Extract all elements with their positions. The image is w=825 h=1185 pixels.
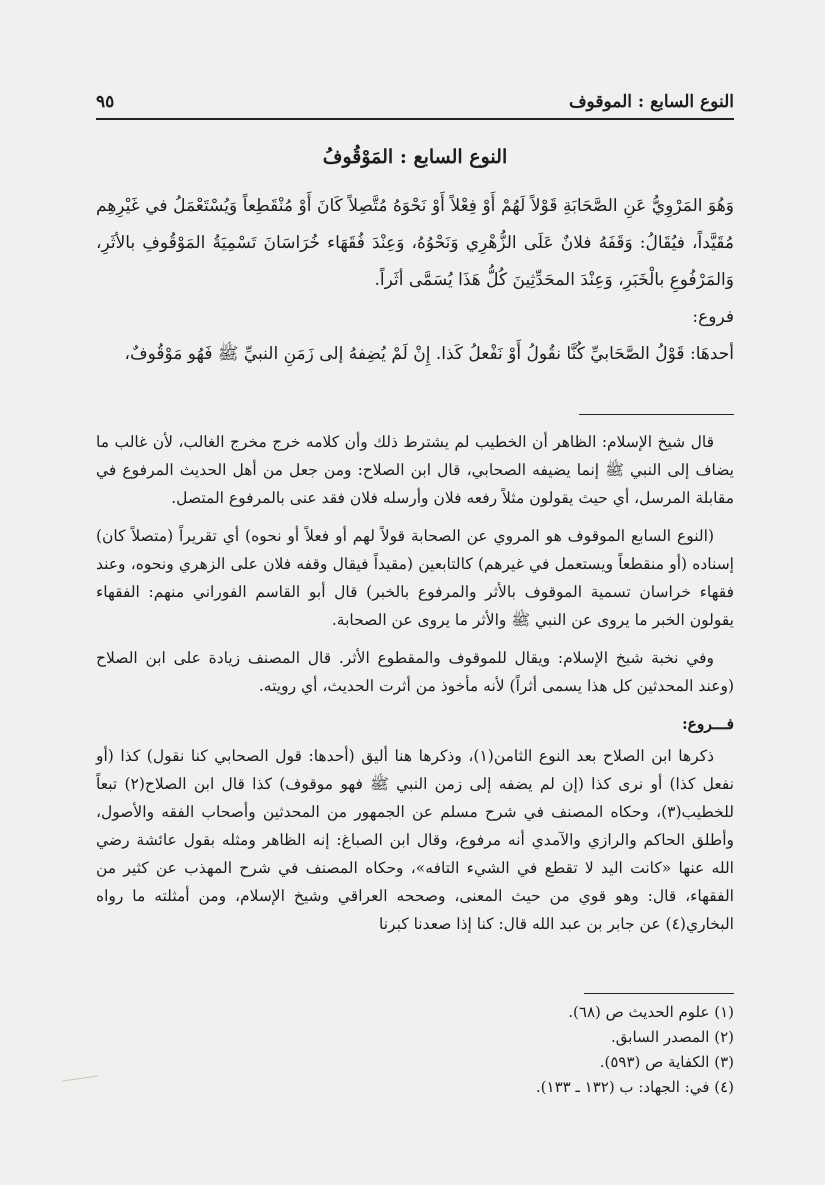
- commentary-paragraph: (النوع السابع الموقوف هو المروي عن الصحابة قولاً لهم أو فعلاً أو نحوه) أي تقريراً (متصلاً كان) إسناده (أو منقطعاً ويستعمل في غيرهم) كالتابعين (مقيداً فيقال وقفه فلان على الزهري ونحوه، وعند فقهاء خراسان تسمية الموقوف بالأثر والمرفوع بالخبر) قال أبو القاسم الفوراني منهم: الفقهاء يقولون الخبر ما يروى عن النبي ﷺ والأثر ما يروى عن الصحابة.: [96, 527, 734, 629]
- page-number: ٩٥: [96, 92, 115, 112]
- commentary: [96, 428, 734, 938]
- main-paragraph: وَهُوَ المَرْوِيُّ عَنِ الصَّحَابَةِ قَوْلاً لَهُمْ أَوْ فِعْلاً أَوْ نَحْوَهُ مُتَّصِلاً كَانَ أَوْ مُنْقَطِعاً وَيُسْتَعْمَلُ في غَيْرِهِم مُقَيَّداً، فيُقَالُ: وَقَفَهُ فلانٌ عَلَى الزُّهْرِي وَنَحْوُهُ، وَعِنْدَ فُقَهَاء خُرَاسَانَ تَسْمِيَةُ المَوْقُوفِ بالأثَرِ، وَالمَرْفُوعِ بالْخَبَرِ، وَعِنْدَ المحَدِّثِينَ كُلُّ هَذَا يُسَمَّى أثَراً.: [96, 196, 734, 290]
- commentary-paragraph: قال شيخ الإسلام: الظاهر أن الخطيب لم يشترط ذلك وأن كلامه خرج مخرج الغالب، لأن غالب ما يضاف إلى النبي ﷺ إنما يضيفه الصحابي، قال ابن الصلاح: ومن جعل من أهل الحديث المرفوع في مقابلة المرسل، أي حيث يقولون مثلاً رفعه فلان وأرسله فلان فقد عنى بالمرفوع المتصل.: [96, 433, 734, 507]
- commentary-paragraph: وفي نخبة شيخ الإسلام: ويقال للموقوف والمقطوع الأثر. قال المصنف زيادة على ابن الصلاح (وعند المحدثين كل هذا يسمى أثراً) لأنه مأخوذ من أثرت الحديث، أي رويته.: [96, 649, 734, 695]
- commentary-paragraph: ذكرها ابن الصلاح بعد النوع الثامن(١)، وذكرها هنا أليق (أحدها: قول الصحابي كنا نقول) كذا (أو نفعل كذا) أو نرى كذا (إن لم يضفه إلى زمن النبي ﷺ فهو موقوف) كذا قال ابن الصلاح(٢) تبعاً للخطيب(٣)، وحكاه المصنف في شرح مسلم عن الجمهور من المحدثين وأصحاب الفقه والأصول، وأطلق الحاكم والرازي والآمدي أنه مرفوع، وقال ابن الصباغ: إنه الظاهر ومثله بقول عائشة رضي الله عنها «كانت اليد لا تقطع في الشيء التافه»، وحكاه المصنف في شرح المهذب عن كثير من الفقهاء، قال: وهو قوي من حيث المعنى، وصححه العراقي وشيخ الإسلام، ومن أمثلته ما رواه البخاري(٤) عن جابر بن عبد الله قال: كنا إذا صعدنا كبرنا: [96, 747, 734, 933]
- section-heading: النوع السابع : المَوْقُوفُ: [322, 146, 508, 168]
- main-paragraph: أحدهَا: قَوْلُ الصَّحَابيِّ كُنَّا نقُولُ أَوْ نَفْعلُ كَذا. إِنْ لَمْ يُضِفهُ إلى زَمَنِ النبيِّ ﷺ فَهُو مَوْقُوفٌ،: [124, 344, 734, 364]
- footnotes: [96, 1000, 734, 1100]
- chapter-title: النوع السابع : الموقوف: [568, 92, 734, 112]
- footnote: (٤) في: الجهاد: ب (١٣٢ ـ ١٣٣).: [535, 1078, 734, 1096]
- commentary-furu-label: فـــروع:: [681, 714, 734, 733]
- main-text: [96, 188, 734, 373]
- footnote-separator: [584, 993, 734, 994]
- separator-rule: [579, 414, 734, 415]
- running-header: [96, 92, 734, 120]
- furu-label: فروع:: [692, 307, 734, 327]
- footnote: (٣) الكفاية ص (٥٩٣).: [599, 1053, 734, 1071]
- scan-mark: [62, 1075, 98, 1081]
- footnote: (٢) المصدر السابق.: [611, 1028, 734, 1046]
- footnote: (١) علوم الحديث ص (٦٨).: [568, 1003, 734, 1021]
